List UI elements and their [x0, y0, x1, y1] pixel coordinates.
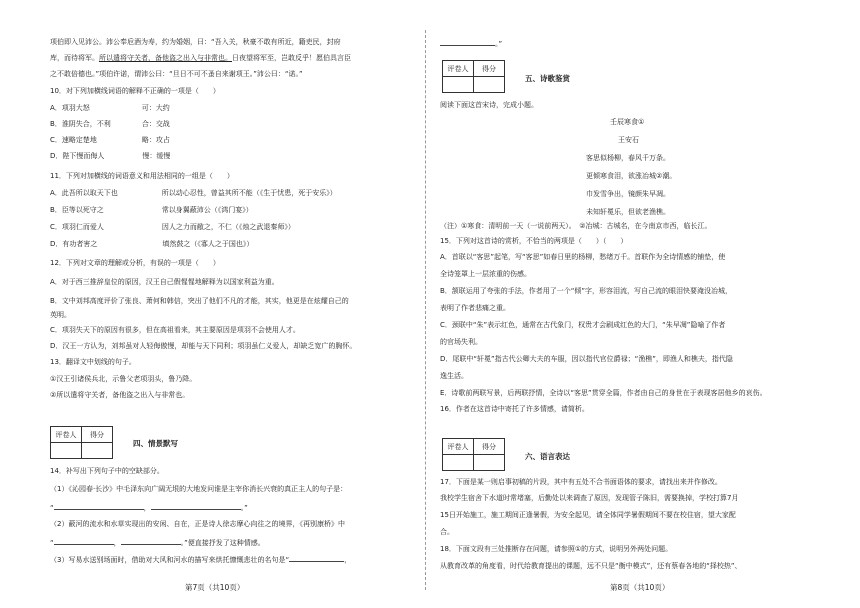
section-title: 四、情景默写 [133, 439, 178, 448]
q14-part2: （2）蔽河的流水和水草实现出的安闲、自在，正是诗人徐志摩心向往之的境界，《再别康桥》中 [50, 520, 345, 528]
option-compare: 所以动心忍性，曾益其所不能（《生于忧患，死于安乐》） [161, 189, 337, 197]
option-word: 可： [141, 104, 156, 112]
section-title: 五、诗歌鉴赏 [525, 74, 570, 83]
option-letter: D． [50, 152, 63, 160]
q15-line: 全诗笼罩上一层浓重的伤感。 [440, 270, 531, 278]
q10-option-d [50, 152, 170, 161]
option-text: 速略定楚地 [61, 136, 97, 144]
option-letter: B． [50, 206, 62, 214]
q12-stem: 12．下列对文章的理解或分析，有误的一项是（ ） [50, 259, 220, 267]
passage-line-2 [50, 54, 351, 63]
poem-title: 壬辰寒食① [610, 118, 645, 126]
option-text: 此吾所以取天下也 [61, 189, 118, 197]
passage-text: 日夜望将军至，岂敢反乎！愿伯具言臣 [232, 54, 351, 62]
option-meaning: 大约 [155, 104, 170, 112]
q12-line: B．文中刘邦高度评价了张良、萧何和韩信，突出了他们不凡的才能，其实，他更是在炫耀自己的 [50, 297, 349, 305]
score-label-score: 得分 [474, 439, 505, 455]
q11-option-b [50, 206, 253, 215]
quote-mark: “ [50, 504, 54, 512]
page-footer: 第7页（共10页） [185, 583, 245, 592]
question-text: （3）写易水送别场面时，借助对大风和河水的描写来烘托慷慨悲壮的名句是“ [50, 556, 290, 564]
score-cell[interactable] [474, 455, 505, 471]
q15-line: E．诗歌前两联写景，后两联抒情，全诗以“客思”贯穿全篇，作者由自己的身世在于表现客居他乡的哀伤。 [440, 389, 767, 397]
score-cell[interactable] [474, 77, 505, 93]
score-label-score: 得分 [82, 427, 113, 443]
q11-option-d [50, 240, 253, 249]
quote-end: 。”便直接抒发了这种情感。 [180, 539, 265, 547]
q15-stem: 15．下列对这首诗的赏析，不恰当的两项是（ ）（ ） [440, 237, 628, 245]
poem-line: 巾发雪争出，镜颜朱早凋。 [586, 190, 670, 198]
q12-line: A．对于西三推辞皇位的原因，汉王自己假惺惺地解释为以国家利益为重。 [50, 278, 279, 286]
q18-line: 从教育改革的角度看，时代给教育提出的课题，远不只是“衡中模式”，还有蔡春各地的“择校热”、 [440, 562, 742, 570]
passage-line-1: 项伯即入见沛公。沛公奉卮酒为寿，约为婚姻，曰：“吾入关，秋豪不敢有所近，籍吏民，封府 [50, 38, 341, 46]
comma: ， [143, 504, 151, 512]
option-text: 项羽大怒 [61, 104, 90, 112]
q14-stem: 14．补写出下列句子中的空缺部分。 [50, 467, 164, 475]
q18-stem: 18．下面文段有三处推断存在问题，请参照①的方式，说明另外两处问题。 [440, 545, 673, 553]
q15-line: B．颔联运用了夸张的手法，作者用了一个“倾”字，形容泪流，写自己流的眼泪快要淹没冶城， [440, 287, 733, 295]
option-text: 项羽仁而爱人 [61, 223, 104, 231]
q13-item: ②所以遣将守关者，备他盗之出入与非常也。 [50, 391, 190, 399]
page-footer: 第8页（共10页） [610, 583, 670, 592]
right-page [430, 0, 860, 608]
poem-intro: 阅读下面这首宋诗，完成小题。 [440, 101, 538, 109]
fill-blank[interactable] [440, 38, 495, 46]
q13-stem: 13．翻译文中划线的句子。 [50, 358, 136, 366]
q15-line: D．尾联中“轩冕”指古代公卿大夫的车服，因以指代官位爵禄；“渔樵”，即渔人和樵夫，指代隐 [440, 355, 733, 363]
score-box [442, 438, 505, 471]
option-compare: 因人之力而敝之，不仁（《烛之武退秦师》） [161, 223, 295, 231]
option-letter: C． [50, 223, 62, 231]
q11-option-a [50, 189, 337, 198]
fill-blank[interactable] [121, 537, 181, 545]
fill-blank[interactable] [54, 502, 144, 510]
score-label-grader: 评卷人 [443, 439, 474, 455]
fill-blank[interactable] [289, 554, 344, 562]
q14-part1: （1）《沁园春·长沙》中毛泽东向广阔无垠的大地发问谁是主宰你消长兴衰的真正主人的句子是： [50, 485, 348, 493]
q10-option-c [50, 136, 170, 145]
score-box [442, 60, 505, 93]
option-text: 淮阴失合，不利 [61, 120, 111, 128]
passage-line-3: 之不敢倍德也。”项伯许诺，谓沛公曰：“旦日不可不蚤自来谢项王。”沛公曰：“诺。” [50, 70, 303, 78]
q17-line: 15日开始施工，施工期间正逢暑假，为安全起见，请全体同学暑假期间不要在校住宿，望大家配 [440, 511, 736, 519]
score-cell[interactable] [82, 443, 113, 459]
q15-line: C．颈联中“朱”表示红色，通常在古代象门，权贵才会刷成红色的大门，“朱早凋”隐喻了作者 [440, 321, 726, 329]
option-meaning: 攻占 [155, 136, 170, 144]
option-letter: B． [50, 120, 62, 128]
q14-part2-blanks [50, 537, 265, 548]
q17-stem: 17．下面是某一则启事初稿的片段，其中有五处不合书面语体的要求，请找出来并作修改。 [440, 478, 722, 486]
quote-end: 。” [495, 40, 503, 48]
q11-stem: 11．下列对加横线的词语意义和用法相同的一组是（ ） [50, 172, 234, 180]
q15-line: 表明了作者悲痛之重。 [440, 304, 510, 312]
q10-stem: 10．对下列加横线词语的解释不正确的一项是（ ） [50, 87, 220, 95]
option-text: 有功者害之 [62, 240, 98, 248]
poem-note: （注）①寒食：清明前一天（一说前两天）。 ②冶城：古城名，在今南京市西，临长江。 [440, 222, 712, 230]
q17-line: 我校学生宿舍下水道时常堵塞，后勤处以来调查了原因，发现管子陈旧，需要换掉，学校打算7月 [440, 494, 739, 502]
option-compare: 填然鼓之（《寡人之于国也》） [162, 240, 254, 248]
poem-line: 未知轩冕乐，但欲老渔樵。 [586, 208, 670, 216]
poem-line: 客思似杨柳，春风千万条。 [586, 154, 670, 162]
q14-part3 [50, 554, 351, 565]
q15-line: 逸生活。 [440, 372, 468, 380]
quote-mark: “ [50, 539, 54, 547]
option-letter: C． [50, 136, 62, 144]
q11-option-c [50, 223, 295, 232]
q12-line: D．汉王一方认为，刘邦虽对人轻侮傲慢，却能与天下同利；项羽虽仁义爱人，却缺乏宽广的胸怀。 [50, 342, 357, 350]
q17-line: 合。 [440, 528, 454, 536]
fill-blank[interactable] [54, 537, 114, 545]
comma: ， [344, 556, 352, 564]
q14-continuation [440, 38, 502, 49]
left-page [0, 0, 428, 608]
score-label-score: 得分 [474, 61, 505, 77]
q13-item: ①汉王引诸侯兵北，示鲁父老项羽头，鲁乃降。 [50, 375, 197, 383]
q10-option-b [50, 120, 170, 129]
option-meaning: 缓慢 [156, 152, 171, 160]
q15-line: A．首联以“客思”起笔，写“客思”如春日里的杨柳，愁绪万千。首联作为全诗情感的铺垫，使 [440, 253, 726, 261]
option-word: 略： [141, 136, 156, 144]
score-label-grader: 评卷人 [443, 61, 474, 77]
option-letter: D． [50, 240, 63, 248]
option-letter: A． [50, 189, 62, 197]
q15-line: 的官场失利。 [440, 338, 482, 346]
q10-option-a [50, 104, 170, 113]
option-text: 臣等以死守之 [61, 206, 104, 214]
section-title: 六、语言表达 [525, 452, 570, 461]
q12-line: C．项羽失天下的原因有很多，但在高祖看来，其主要原因是项羽不会使用人才。 [50, 326, 300, 334]
quote-end: 。” [240, 504, 248, 512]
option-meaning: 交战 [155, 120, 170, 128]
option-text: 陛下慢而侮人 [62, 152, 105, 160]
poem-line: 更倾寒食泪，欲涨冶城②潮。 [586, 172, 677, 180]
option-word: 慢： [142, 152, 157, 160]
page-divider [425, 30, 426, 590]
score-cell[interactable] [443, 455, 474, 471]
passage-text: 库，而待将军。 [50, 54, 99, 62]
score-box [50, 426, 113, 459]
q12-line: 英明。 [50, 311, 71, 319]
score-cell[interactable] [51, 443, 82, 459]
option-word: 合： [141, 120, 156, 128]
option-letter: A． [50, 104, 62, 112]
q14-part1-blanks [50, 502, 248, 513]
q16-stem: 16．作者在这首诗中寄托了许多情感，请简析。 [440, 405, 589, 413]
comma: ， [113, 539, 121, 547]
passage-underlined: 所以遣将守关者，备他盗之出入与非常也。 [99, 54, 232, 62]
fill-blank[interactable] [151, 502, 241, 510]
score-cell[interactable] [443, 77, 474, 93]
score-label-grader: 评卷人 [51, 427, 82, 443]
option-compare: 常以身翼蔽沛公（《鸿门宴》） [161, 206, 253, 214]
poem-author: 王安石 [618, 136, 639, 144]
